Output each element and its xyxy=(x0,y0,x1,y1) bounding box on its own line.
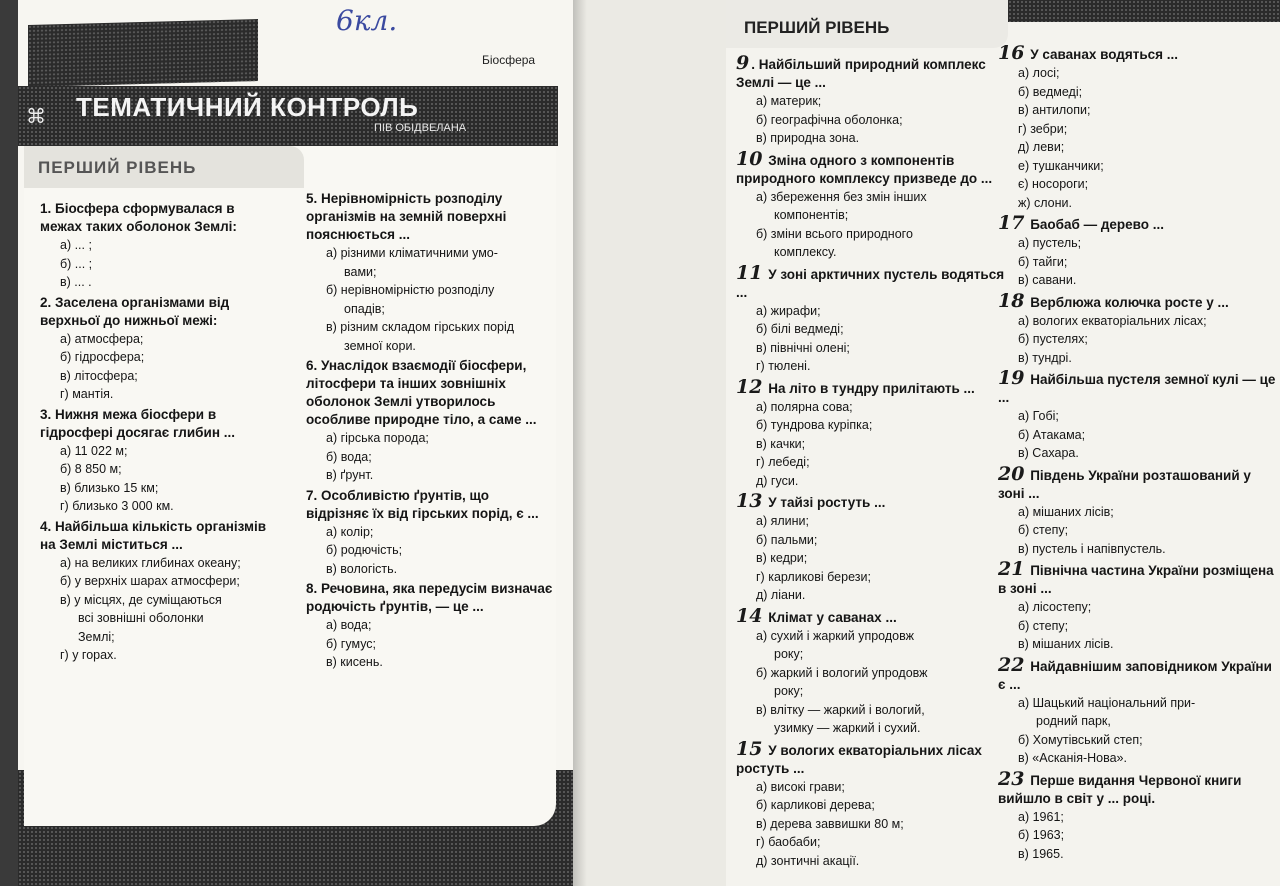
question-text xyxy=(998,462,1280,503)
question-label: 3. Нижня межа біосфери в гідросфері досягає глибин ... xyxy=(40,406,235,440)
answer-option: а) материк; xyxy=(756,94,822,108)
question-label: Північна частина України розміщена в зоні ... xyxy=(998,563,1274,596)
question-text xyxy=(998,767,1280,808)
question-item xyxy=(736,261,1006,376)
left-column-2 xyxy=(306,190,554,674)
answer-option: б) нерівномірністю розподілу xyxy=(326,283,495,297)
answer-option: родний парк, xyxy=(1036,714,1111,728)
question-number: 13 xyxy=(736,490,763,512)
answer-option: в) дерева заввишки 80 м; xyxy=(756,816,904,831)
question-item xyxy=(998,462,1280,559)
question-label: 6. Унаслідок взаємодії біосфери, літосфери та інших зовнішніх оболонок Землі утворилось особливе природне тіло, а саме ... xyxy=(306,358,537,427)
answer-option: а) сухий і жаркий упродовж xyxy=(756,628,914,643)
answer-option: а) вологих екваторіальних лісах; xyxy=(1018,313,1207,328)
answer-option: в) качки; xyxy=(756,436,806,451)
answer-option: а) 11 022 м; xyxy=(60,443,128,458)
question-number: 18 xyxy=(998,289,1025,312)
question-item xyxy=(998,767,1280,864)
answer-option: б) географічна оболонка; xyxy=(756,112,903,127)
question-item xyxy=(306,487,554,579)
answer-option: г) у горах. xyxy=(60,648,117,662)
answer-option: е) тушканчики; xyxy=(1018,158,1104,173)
answer-option: а) лісостепу; xyxy=(1018,600,1092,614)
question-label: У саванах водяться ... xyxy=(1026,47,1179,62)
answer-option: б) ... ; xyxy=(60,256,93,271)
answer-option: г) близько 3 000 км. xyxy=(60,499,174,513)
question-text xyxy=(306,357,554,429)
answer-option: в) кисень. xyxy=(326,655,383,669)
answer-option: б) степу; xyxy=(1018,618,1069,633)
answer-option: б) ведмеді; xyxy=(1018,84,1083,99)
answer-option: а) різними кліматичними умо- xyxy=(326,246,498,260)
question-text xyxy=(998,653,1280,694)
answer-option: г) лебеді; xyxy=(756,455,810,469)
answer-option: г) зебри; xyxy=(1018,121,1068,136)
top-decoration xyxy=(996,0,1280,22)
question-text xyxy=(736,604,1006,627)
right-page xyxy=(726,0,1280,886)
answer-option: року; xyxy=(774,684,804,698)
question-text xyxy=(306,190,554,244)
question-item xyxy=(998,653,1280,768)
question-number: 15 xyxy=(736,737,763,760)
question-label: На літо в тундру прилітають ... xyxy=(764,380,975,396)
answer-option: б) Атакама; xyxy=(1018,427,1086,442)
question-text xyxy=(736,492,1006,512)
question-item xyxy=(998,214,1280,290)
question-text xyxy=(736,375,1006,398)
question-number: 19 xyxy=(998,367,1025,389)
answer-option: г) тюлені. xyxy=(756,359,811,373)
question-item xyxy=(736,737,1006,871)
question-text xyxy=(998,560,1280,598)
answer-option: б) пальми; xyxy=(756,532,818,547)
question-label: 1. Біосфера сформувалася в межах таких оболонок Землі: xyxy=(40,201,237,234)
answer-option: в) літосфера; xyxy=(60,368,138,383)
answer-option: а) ялини; xyxy=(756,514,809,528)
answer-option: б) зміни всього природного xyxy=(756,226,913,241)
question-item xyxy=(736,604,1006,738)
answer-option: г) мантія. xyxy=(60,387,114,401)
answer-option: д) леви; xyxy=(1018,140,1065,154)
answer-option: а) високі грави; xyxy=(756,779,845,794)
question-text xyxy=(736,54,1006,92)
answer-option: всі зовнішні оболонки xyxy=(78,611,204,625)
level-label-right: ПЕРШИЙ РІВЕНЬ xyxy=(744,18,890,37)
left-page xyxy=(18,0,573,886)
answer-option: а) 1961; xyxy=(1018,809,1064,824)
answer-option: б) родючість; xyxy=(326,543,403,557)
question-number: 9 xyxy=(736,52,750,74)
answer-option: а) Гобі; xyxy=(1018,409,1059,423)
question-text xyxy=(40,200,280,236)
question-number: 23 xyxy=(998,767,1025,790)
question-text xyxy=(40,406,280,442)
question-number: 14 xyxy=(736,604,763,627)
answer-option: д) гуси. xyxy=(756,473,799,488)
answer-option: в) «Асканія-Нова». xyxy=(1018,751,1127,765)
answer-option: б) у верхніх шарах атмосфери; xyxy=(60,574,240,588)
left-column-1 xyxy=(40,200,280,667)
answer-option: б) 8 850 м; xyxy=(60,462,122,476)
question-label: Баобаб — дерево ... xyxy=(1026,217,1165,232)
question-label: У тайзі ростуть ... xyxy=(764,495,886,510)
answer-option: в) 1965. xyxy=(1018,846,1064,861)
question-text xyxy=(998,289,1280,312)
answer-option: г) баобаби; xyxy=(756,835,821,849)
question-label: Перше видання Червоної книги вийшло в світ у ... році. xyxy=(998,772,1242,806)
question-item xyxy=(40,294,280,404)
question-item xyxy=(736,375,1006,491)
answer-option: року; xyxy=(774,647,804,661)
answer-option: г) карликові берези; xyxy=(756,569,871,584)
page-title: ТЕМАТИЧНИЙ КОНТРОЛЬ xyxy=(76,92,419,122)
answer-option: компонентів; xyxy=(774,208,849,222)
answer-option: б) гідросфера; xyxy=(60,350,145,364)
question-label: Клімат у саванах ... xyxy=(764,609,897,625)
answer-option: б) степу; xyxy=(1018,523,1069,537)
answer-option: в) Сахара. xyxy=(1018,446,1079,460)
question-text xyxy=(998,44,1280,64)
question-label: Найбільша пустеля земної кулі — це ... xyxy=(998,372,1276,405)
answer-option: а) збереження без змін інших xyxy=(756,189,927,204)
answer-option: б) Хомутівський степ; xyxy=(1018,732,1143,747)
question-item xyxy=(998,44,1280,212)
question-item xyxy=(40,518,280,665)
answer-option: а) мішаних лісів; xyxy=(1018,504,1114,519)
answer-option: в) мішаних лісів. xyxy=(1018,637,1114,651)
question-item xyxy=(736,147,1006,262)
answer-option: а) ... ; xyxy=(60,238,92,252)
question-number: 16 xyxy=(998,42,1025,64)
answer-option: в) кедри; xyxy=(756,551,808,565)
answer-option: в) ... . xyxy=(60,275,92,289)
page-shadow xyxy=(573,0,587,886)
answer-option: в) ґрунт. xyxy=(326,468,374,482)
header-decoration xyxy=(28,19,258,87)
answer-option: ж) слони. xyxy=(1018,195,1072,210)
question-text xyxy=(306,487,554,523)
question-label: У вологих екваторіальних лісах ростуть ... xyxy=(736,742,982,776)
question-label: Найдавнішим заповідником України є ... xyxy=(998,658,1272,692)
answer-option: є) носороги; xyxy=(1018,177,1089,191)
level-label: ПЕРШИЙ РІВЕНЬ xyxy=(38,158,197,177)
question-number: 22 xyxy=(998,653,1025,676)
page-subtitle: ПІВ ОБІДВЕЛАНА xyxy=(374,122,467,134)
answer-option: в) природна зона. xyxy=(756,131,860,145)
content-panel-bottom xyxy=(24,766,556,826)
answer-option: в) пустель і напівпустель. xyxy=(1018,541,1166,556)
question-label: . Найбільший природний комплекс Землі — це ... xyxy=(736,57,986,90)
answer-option: земної кори. xyxy=(344,338,416,353)
answer-option: а) пустель; xyxy=(1018,236,1082,250)
question-label: Зміна одного з компонентів природного комплексу призведе до ... xyxy=(736,152,993,186)
question-label: У зоні арктичних пустель водяться ... xyxy=(736,266,1005,300)
question-item xyxy=(736,492,1006,605)
question-number: 10 xyxy=(736,147,763,170)
question-text xyxy=(736,261,1006,302)
answer-option: в) антилопи; xyxy=(1018,103,1091,117)
answer-option: б) жаркий і вологий упродовж xyxy=(756,665,928,680)
answer-option: б) тундрова куріпка; xyxy=(756,418,873,432)
question-number: 21 xyxy=(998,558,1025,580)
question-label: 2. Заселена організмами від верхньої до нижньої межі: xyxy=(40,294,230,328)
answer-option: в) у місцях, де суміщаються xyxy=(60,592,222,607)
question-item xyxy=(306,580,554,672)
background-gap xyxy=(573,0,726,886)
answer-option: вами; xyxy=(344,264,377,279)
handwritten-grade: 6кл. xyxy=(336,4,398,37)
answer-option: в) влітку — жаркий і вологий, xyxy=(756,702,925,717)
question-text xyxy=(306,580,554,616)
answer-option: д) ліани. xyxy=(756,588,806,602)
question-text xyxy=(998,369,1280,407)
question-label: 4. Найбільша кількість організмів на Землі міститься ... xyxy=(40,518,267,552)
answer-option: б) карликові дерева; xyxy=(756,798,875,812)
answer-option: б) гумус; xyxy=(326,636,377,651)
question-text xyxy=(40,518,280,554)
question-text xyxy=(998,214,1280,234)
answer-option: опадів; xyxy=(344,301,385,316)
answer-option: в) савани. xyxy=(1018,273,1077,287)
question-item xyxy=(306,190,554,355)
answer-option: а) Шацький національний при- xyxy=(1018,695,1196,710)
question-label: 7. Особливістю ґрунтів, що відрізняє їх від гірських порід, є ... xyxy=(306,487,539,521)
answer-option: б) білі ведмеді; xyxy=(756,322,844,336)
answer-option: в) тундрі. xyxy=(1018,350,1072,365)
question-item xyxy=(998,289,1280,368)
answer-option: комплексу. xyxy=(774,245,837,259)
answer-option: а) лосі; xyxy=(1018,66,1060,80)
answer-option: а) атмосфера; xyxy=(60,331,144,346)
question-text xyxy=(736,147,1006,188)
answer-option: Землі; xyxy=(78,629,115,644)
answer-option: в) вологість. xyxy=(326,561,398,576)
answer-option: а) вода; xyxy=(326,618,372,632)
answer-option: в) північні олені; xyxy=(756,340,850,355)
section-tag: Біосфера xyxy=(482,53,536,67)
book-icon: ⌘ xyxy=(26,104,46,128)
question-label: 8. Речовина, яка передусім визначає родючість ґрунтів, — це ... xyxy=(306,581,553,614)
answer-option: а) колір; xyxy=(326,524,374,539)
question-item xyxy=(306,357,554,485)
answer-option: а) полярна сова; xyxy=(756,399,853,414)
question-label: 5. Нерівномірність розподілу організмів на земній поверхні пояснюється ... xyxy=(306,191,507,242)
question-number: 11 xyxy=(736,261,763,284)
answer-option: а) гірська порода; xyxy=(326,431,429,445)
question-label: Верблюжа колючка росте у ... xyxy=(1026,294,1229,310)
question-number: 12 xyxy=(736,375,763,398)
answer-option: б) тайги; xyxy=(1018,254,1068,269)
answer-option: б) пустелях; xyxy=(1018,332,1088,346)
question-text xyxy=(40,294,280,330)
question-item xyxy=(40,200,280,292)
answer-option: д) зонтичні акації. xyxy=(756,853,860,868)
answer-option: в) різним складом гірських порід xyxy=(326,320,515,334)
right-column-1 xyxy=(736,54,1006,872)
question-text xyxy=(736,737,1006,778)
question-item xyxy=(998,560,1280,654)
answer-option: б) 1963; xyxy=(1018,828,1065,842)
answer-option: б) вода; xyxy=(326,449,372,464)
question-number: 17 xyxy=(998,212,1025,234)
question-item xyxy=(998,369,1280,463)
right-column-2 xyxy=(998,44,1280,865)
question-number: 20 xyxy=(998,462,1025,485)
question-item xyxy=(736,54,1006,148)
answer-option: а) на великих глибинах океану; xyxy=(60,555,241,570)
question-label: Південь України розташований у зоні ... xyxy=(998,467,1251,501)
question-item xyxy=(40,406,280,516)
answer-option: узимку — жаркий і сухий. xyxy=(774,721,921,735)
answer-option: в) близько 15 км; xyxy=(60,480,159,495)
answer-option: а) жирафи; xyxy=(756,303,821,318)
